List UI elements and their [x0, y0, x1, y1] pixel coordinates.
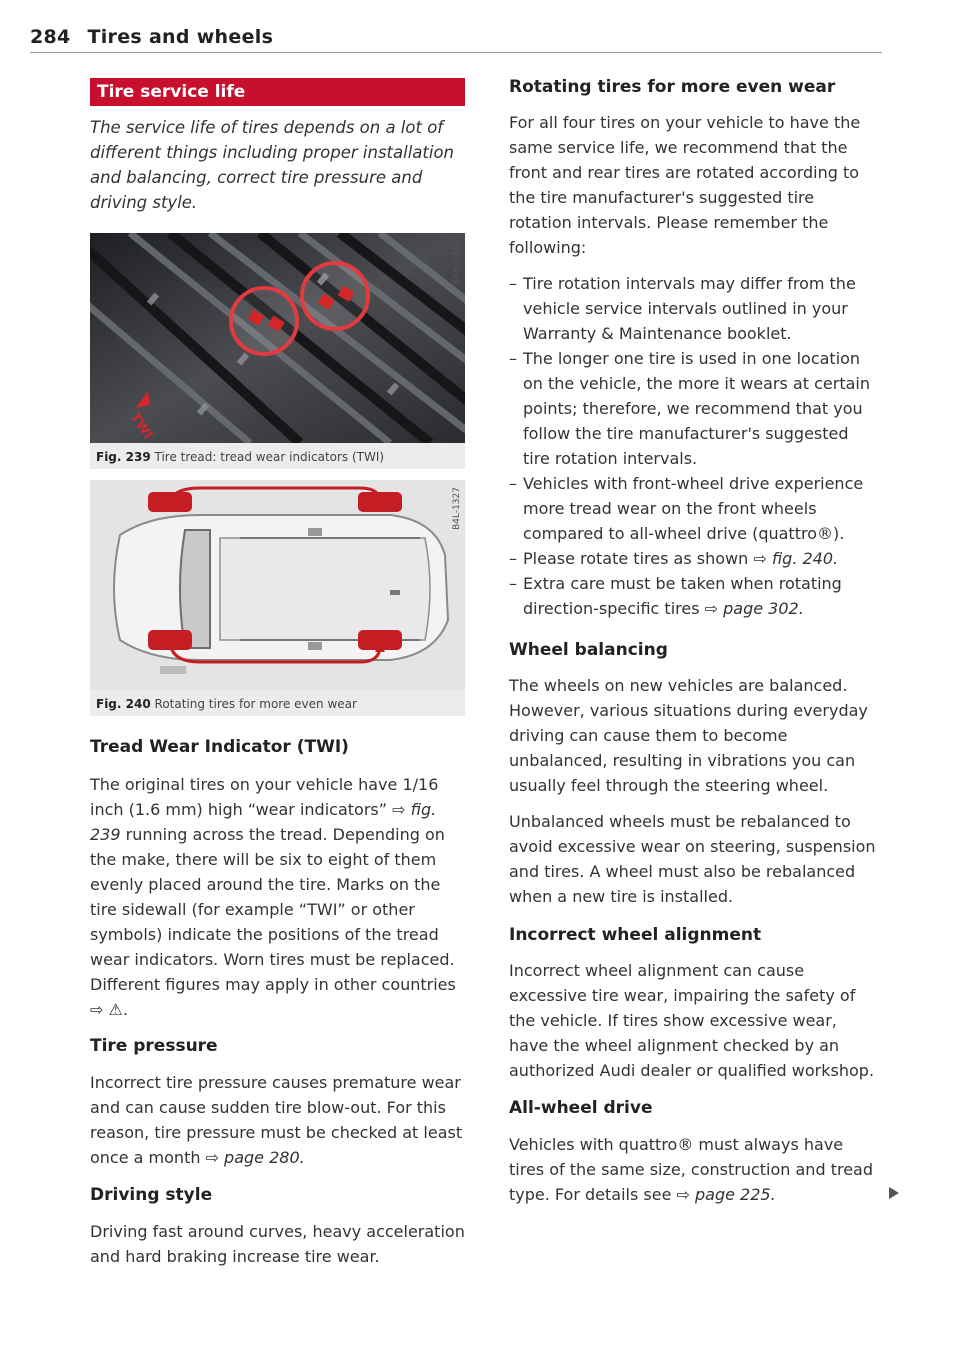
rotating-paragraph: For all four tires on your vehicle to have the same service life, we recommend that the front and rear tires are rotated according to the tire manufacturer's suggested tire rotation intervals. Please remember the following: [509, 113, 861, 257]
figure-240-label: Fig. 240 [96, 697, 151, 711]
figure-239-label: Fig. 239 [96, 450, 151, 464]
pressure-text: Incorrect tire pressure causes premature wear and can cause sudden tire blow-out. For this reason, tire pressure must be checked at least once a month [90, 1073, 463, 1167]
twi-paragraph [90, 772, 465, 1022]
driving-heading: Driving style [90, 1185, 213, 1205]
list-item [509, 471, 879, 546]
rotating-list [509, 271, 879, 621]
pressure-heading: Tire pressure [90, 1036, 218, 1056]
figure-239-code: B4H-0415 [452, 240, 462, 285]
figure-240-caption-text: Rotating tires for more even wear [154, 697, 357, 711]
twi-text-b: running across the tread. Depending on the make, there will be six to eight of them evenly placed around the tire. Marks on the tire sidewall (for example “TWI” or other symbols) indicate the positions of the tread wear indicators. Worn tires must be replaced. Different figures may apply in other countries [90, 825, 456, 994]
section-intro: The service life of tires depends on a lot of different things including proper installation and balancing, correct tire pressure and driving style. [90, 118, 455, 212]
driving-paragraph: Driving fast around curves, heavy acceleration and hard braking increase tire wear. [90, 1222, 465, 1266]
continue-arrow-icon [889, 1187, 899, 1199]
warning-link[interactable]: ⇨ ⚠. [90, 1000, 128, 1019]
figure-240-caption [90, 690, 465, 711]
list-item-text: The longer one tire is used in one location on the vehicle, the more it wears at certain points; therefore, we recommend that you follow the tire manufacturer's suggested tire rotation intervals. [523, 349, 870, 468]
twi-fig-link[interactable]: ⇨ fig. 239 [90, 800, 437, 844]
chapter-title: Tires and wheels [87, 26, 274, 48]
awd-paragraph [509, 1132, 879, 1207]
balancing-paragraph-2: Unbalanced wheels must be rebalanced to avoid excessive wear on steering, suspension and tires. A wheel must also be rebalanced when a new tire is installed. [509, 812, 876, 906]
tire-tread-image [90, 233, 465, 443]
pressure-page-link[interactable]: ⇨ page 280. [205, 1148, 305, 1167]
rotation-diagram [90, 480, 465, 690]
list-item-text: Tire rotation intervals may differ from the vehicle service intervals outlined in your Warranty & Maintenance booklet. [523, 274, 856, 343]
balancing-paragraph-1: The wheels on new vehicles are balanced. However, various situations during everyday driving can cause them to become unbalanced, resulting in vibrations you can usually feel through the steering wheel. [509, 676, 868, 795]
figure-239-caption-text: Tire tread: tread wear indicators (TWI) [154, 450, 385, 464]
header-rule [30, 52, 882, 53]
twi-heading: Tread Wear Indicator (TWI) [90, 737, 349, 757]
alignment-heading: Incorrect wheel alignment [509, 925, 762, 945]
list-item-text: Extra care must be taken when rotating direction-specific tires [523, 574, 842, 618]
twi-text-a: The original tires on your vehicle have 1/16 inch (1.6 mm) high “wear indicators” [90, 775, 439, 819]
page-header [30, 26, 273, 48]
awd-heading: All-wheel drive [509, 1098, 653, 1118]
figure-239-caption [90, 443, 465, 464]
page-number: 284 [30, 26, 71, 48]
list-item [509, 571, 879, 621]
figure-239 [90, 233, 465, 469]
fig-240-link[interactable]: ⇨ fig. 240. [753, 549, 839, 568]
list-item-text: Please rotate tires as shown [523, 549, 754, 568]
figure-240-code: B4L-1327 [452, 487, 462, 530]
page-225-link[interactable]: ⇨ page 225. [676, 1185, 776, 1204]
awd-text: Vehicles with quattro® must always have tires of the same size, construction and tread type. For details see [509, 1135, 873, 1204]
page-302-link[interactable]: ⇨ page 302. [704, 599, 804, 618]
figure-240 [90, 480, 465, 716]
rotating-heading: Rotating tires for more even wear [509, 77, 836, 97]
alignment-paragraph: Incorrect wheel alignment can cause excessive tire wear, impairing the safety of the vehicle. If tires show excessive wear, have the wheel alignment checked by an authorized Audi dealer or qualified workshop. [509, 961, 875, 1080]
section-title: Tire service life [90, 78, 465, 106]
list-item [509, 271, 879, 346]
list-item-text: Vehicles with front-wheel drive experience more tread wear on the front wheels compared to all-wheel drive (quattro®). [523, 474, 864, 543]
pressure-paragraph [90, 1070, 465, 1170]
list-item [509, 546, 879, 571]
balancing-heading: Wheel balancing [509, 640, 668, 660]
twi-sidewall-mark: TWI [126, 410, 156, 443]
list-item [509, 346, 879, 471]
